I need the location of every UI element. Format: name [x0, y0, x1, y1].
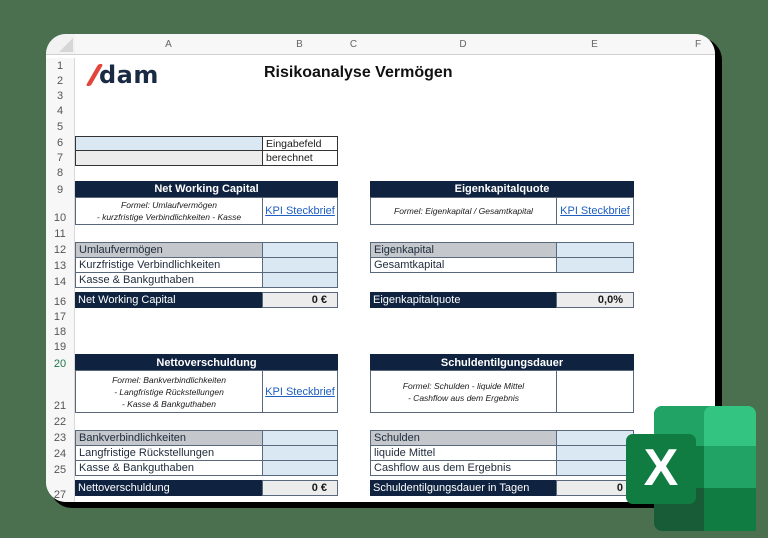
row-header-6[interactable]: 6 [46, 134, 75, 150]
row-header-21[interactable]: 21 [46, 371, 75, 413]
row-header-16[interactable]: 16 [46, 289, 75, 309]
nwc-label-kurzfristige-verbindlichkeiten: Kurzfristige Verbindlichkeiten [75, 257, 263, 273]
ekq-result-label: Eigenkapitalquote [370, 292, 557, 308]
nv-label-rueckstellungen: Langfristige Rückstellungen [75, 445, 263, 461]
column-header-a[interactable]: A [75, 34, 263, 55]
legend-input-label: Eingabefeld [262, 136, 338, 151]
row-header-9[interactable]: 9 [46, 180, 75, 197]
row-header-27[interactable]: 27 [46, 477, 75, 502]
column-header-e[interactable]: E [556, 34, 634, 55]
ekq-header: Eigenkapitalquote [370, 181, 634, 197]
legend-input-swatch [75, 136, 263, 151]
sd-result-label: Schuldentilgungsdauer in Tagen [370, 480, 557, 496]
nv-result-value: 0 € [262, 480, 338, 496]
ekq-input-gesamtkapital[interactable] [556, 257, 634, 273]
column-header-c[interactable]: C [337, 34, 371, 55]
row-header-11[interactable]: 11 [46, 225, 75, 241]
row-header-24[interactable]: 24 [46, 445, 75, 461]
legend-calc-label: berechnet [262, 150, 338, 166]
nwc-formula: Formel: Umlaufvermögen - kurzfristige Verbindlichkeiten - Kasse [75, 197, 263, 225]
nwc-label-umlaufvermoegen: Umlaufvermögen [75, 242, 263, 258]
excel-app-icon [626, 406, 756, 531]
nwc-input-umlaufvermoegen[interactable] [262, 242, 338, 258]
sheet-title: Risikoanalyse Vermögen [264, 64, 453, 81]
nwc-header: Net Working Capital [75, 181, 338, 197]
nv-input-kasse[interactable] [262, 460, 338, 476]
row-header-7[interactable]: 7 [46, 150, 75, 165]
nwc-label-kasse: Kasse & Bankguthaben [75, 272, 263, 288]
row-header-10[interactable]: 10 [46, 197, 75, 225]
nv-kpi-link[interactable]: KPI Steckbrief [262, 370, 338, 413]
nv-input-bankverbindlichkeiten[interactable] [262, 430, 338, 446]
row-header-22[interactable]: 22 [46, 413, 75, 429]
row-header-17[interactable]: 17 [46, 309, 75, 324]
row-header-2[interactable]: 2 [46, 73, 75, 88]
ekq-kpi-link[interactable]: KPI Steckbrief [556, 197, 634, 225]
nv-header: Nettoverschuldung [75, 354, 338, 371]
nv-label-bankverbindlichkeiten: Bankverbindlichkeiten [75, 430, 263, 446]
sd-label-cashflow: Cashflow aus dem Ergebnis [370, 460, 557, 476]
sd-empty-link-cell [556, 370, 634, 413]
row-header-4[interactable]: 4 [46, 103, 75, 118]
nv-input-rueckstellungen[interactable] [262, 445, 338, 461]
spreadsheet-window [46, 34, 715, 502]
ekq-label-gesamtkapital: Gesamtkapital [370, 257, 557, 273]
column-header-b[interactable]: B [262, 34, 338, 55]
sd-header: Schuldentilgungsdauer [370, 354, 634, 371]
column-header-f[interactable]: F [633, 34, 715, 55]
nwc-result-label: Net Working Capital [75, 292, 263, 308]
row-header-25[interactable]: 25 [46, 461, 75, 477]
adam-logo: dam [92, 61, 159, 89]
sd-input-cashflow[interactable] [556, 460, 634, 476]
row-header-8[interactable]: 8 [46, 165, 75, 180]
sd-label-schulden: Schulden [370, 430, 557, 446]
svg-text:X: X [643, 439, 679, 497]
row-header-18[interactable]: 18 [46, 324, 75, 339]
nwc-kpi-link[interactable]: KPI Steckbrief [262, 197, 338, 225]
row-header-5[interactable]: 5 [46, 118, 75, 134]
legend-calc-swatch [75, 150, 263, 166]
ekq-label-eigenkapital: Eigenkapital [370, 242, 557, 258]
row-header-1[interactable]: 1 [46, 58, 75, 73]
row-header-13[interactable]: 13 [46, 257, 75, 273]
row-header-23[interactable]: 23 [46, 429, 75, 445]
ekq-formula: Formel: Eigenkapital / Gesamtkapital [370, 197, 557, 225]
row-header-12[interactable]: 12 [46, 241, 75, 257]
row-header-19[interactable]: 19 [46, 339, 75, 354]
sd-input-liquide-mittel[interactable] [556, 445, 634, 461]
sd-formula: Formel: Schulden - liquide Mittel - Cashflow aus dem Ergebnis [370, 370, 557, 413]
nwc-input-kurzfristige-verbindlichkeiten[interactable] [262, 257, 338, 273]
row-header-20[interactable]: 20 [46, 354, 75, 371]
sd-result-value: 0 [556, 480, 634, 496]
column-header-d[interactable]: D [370, 34, 557, 55]
ekq-input-eigenkapital[interactable] [556, 242, 634, 258]
row-header-14[interactable]: 14 [46, 273, 75, 289]
nv-label-kasse: Kasse & Bankguthaben [75, 460, 263, 476]
nwc-result-value: 0 € [262, 292, 338, 308]
row-header-3[interactable]: 3 [46, 88, 75, 103]
nwc-input-kasse[interactable] [262, 272, 338, 288]
ekq-result-value: 0,0% [556, 292, 634, 308]
select-all-corner[interactable] [46, 34, 76, 55]
nv-result-label: Nettoverschuldung [75, 480, 263, 496]
nv-formula: Formel: Bankverbindlichkeiten - Langfristige Rückstellungen - Kasse & Bankguthaben [75, 370, 263, 413]
sd-label-liquide-mittel: liquide Mittel [370, 445, 557, 461]
sd-input-schulden[interactable] [556, 430, 634, 446]
